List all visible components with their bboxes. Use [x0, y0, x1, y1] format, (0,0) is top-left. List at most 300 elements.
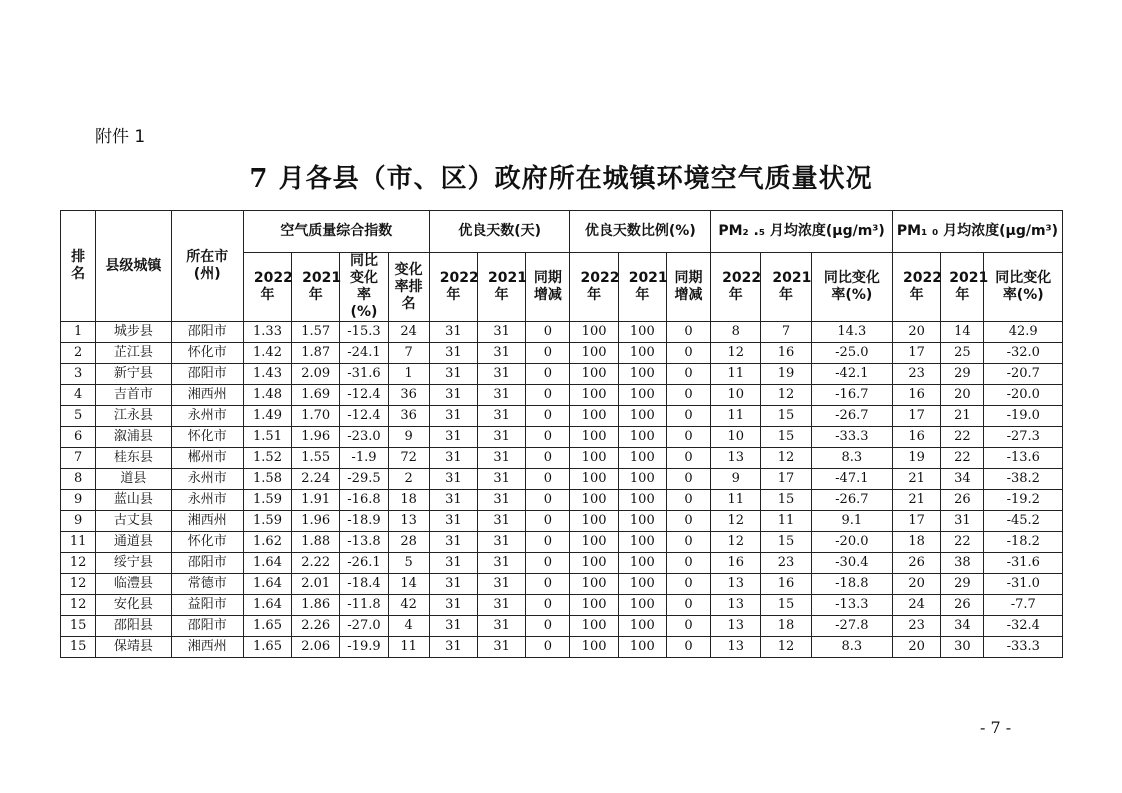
cell-aqi-change: -19.9	[340, 637, 388, 658]
cell-days-same-period: 0	[526, 343, 570, 364]
table-row	[61, 637, 1063, 658]
cell-city: 邵阳市	[171, 553, 243, 574]
cell-aqi-change-rank: 36	[388, 385, 429, 406]
cell-city: 邵阳市	[171, 322, 243, 343]
cell-pm10-change: -33.3	[984, 637, 1063, 658]
cell-aqi-2022: 1.64	[243, 553, 291, 574]
cell-pm25-2021: 15	[761, 490, 811, 511]
cell-days-same-period: 0	[526, 553, 570, 574]
header-county: 县级城镇	[96, 211, 171, 322]
header-pm10-2022: 2022年	[893, 253, 941, 322]
cell-city: 益阳市	[171, 595, 243, 616]
cell-rank: 3	[61, 364, 96, 385]
cell-pm10-2022: 19	[893, 448, 941, 469]
cell-aqi-2022: 1.64	[243, 595, 291, 616]
cell-aqi-change-rank: 36	[388, 406, 429, 427]
cell-city: 湘西州	[171, 511, 243, 532]
header-good-days-group: 优良天数(天)	[429, 211, 570, 253]
cell-pm10-change: -20.0	[984, 385, 1063, 406]
cell-aqi-change-rank: 9	[388, 427, 429, 448]
cell-ratio-same-period: 0	[666, 343, 710, 364]
header-aqi-group: 空气质量综合指数	[243, 211, 429, 253]
cell-pm25-2021: 23	[761, 553, 811, 574]
cell-pm25-2022: 13	[711, 448, 761, 469]
cell-ratio-2022: 100	[570, 490, 618, 511]
cell-pm25-2022: 11	[711, 406, 761, 427]
table-row	[61, 427, 1063, 448]
cell-aqi-2022: 1.64	[243, 574, 291, 595]
cell-pm25-change: -47.1	[811, 469, 892, 490]
cell-county: 新宁县	[96, 364, 171, 385]
cell-pm10-2021: 34	[941, 616, 984, 637]
header-aqi-change-rank: 变化率排名	[388, 253, 429, 322]
table-row	[61, 343, 1063, 364]
cell-aqi-2022: 1.52	[243, 448, 291, 469]
cell-aqi-2021: 2.01	[292, 574, 340, 595]
cell-rank: 1	[61, 322, 96, 343]
cell-pm25-change: -18.8	[811, 574, 892, 595]
cell-aqi-change-rank: 7	[388, 343, 429, 364]
cell-aqi-change: -13.8	[340, 532, 388, 553]
cell-aqi-change: -18.9	[340, 511, 388, 532]
cell-county: 蓝山县	[96, 490, 171, 511]
cell-pm25-2021: 17	[761, 469, 811, 490]
table-row	[61, 553, 1063, 574]
cell-days-same-period: 0	[526, 406, 570, 427]
cell-county: 邵阳县	[96, 616, 171, 637]
cell-aqi-2021: 2.06	[292, 637, 340, 658]
header-aqi-change: 同比变化率(%)	[340, 253, 388, 322]
header-days-2022: 2022年	[429, 253, 477, 322]
cell-aqi-2022: 1.58	[243, 469, 291, 490]
cell-aqi-change: -31.6	[340, 364, 388, 385]
cell-ratio-2021: 100	[618, 469, 666, 490]
cell-aqi-change-rank: 24	[388, 322, 429, 343]
document-title: 7 月各县（市、区）政府所在城镇环境空气质量状况	[249, 164, 873, 194]
cell-pm25-change: 8.3	[811, 637, 892, 658]
attachment-label: 附件 1	[95, 127, 146, 147]
cell-ratio-2021: 100	[618, 553, 666, 574]
cell-aqi-change-rank: 11	[388, 637, 429, 658]
cell-days-2022: 31	[429, 553, 477, 574]
header-pm10-2021: 2021年	[941, 253, 984, 322]
cell-days-2022: 31	[429, 532, 477, 553]
cell-aqi-change: -15.3	[340, 322, 388, 343]
cell-pm10-change: -32.4	[984, 616, 1063, 637]
cell-pm25-change: -27.8	[811, 616, 892, 637]
air-quality-table	[60, 210, 1063, 658]
header-city: 所在市(州)	[171, 211, 243, 322]
cell-pm10-change: -18.2	[984, 532, 1063, 553]
cell-aqi-change: -18.4	[340, 574, 388, 595]
cell-pm10-2021: 29	[941, 364, 984, 385]
cell-ratio-same-period: 0	[666, 553, 710, 574]
header-pm25-group: PM₂ .₅ 月均浓度(μg/m³)	[711, 211, 893, 253]
cell-ratio-2022: 100	[570, 427, 618, 448]
cell-days-2022: 31	[429, 385, 477, 406]
cell-pm25-2022: 8	[711, 322, 761, 343]
table-row	[61, 406, 1063, 427]
cell-pm10-change: -45.2	[984, 511, 1063, 532]
cell-pm25-change: 8.3	[811, 448, 892, 469]
header-days-same-period: 同期增减	[526, 253, 570, 322]
cell-rank: 6	[61, 427, 96, 448]
cell-ratio-2021: 100	[618, 490, 666, 511]
cell-ratio-2022: 100	[570, 511, 618, 532]
cell-county: 城步县	[96, 322, 171, 343]
cell-pm10-2021: 21	[941, 406, 984, 427]
header-aqi-2022: 2022年	[243, 253, 291, 322]
cell-aqi-change-rank: 42	[388, 595, 429, 616]
cell-aqi-change: -1.9	[340, 448, 388, 469]
cell-city: 常德市	[171, 574, 243, 595]
cell-rank: 2	[61, 343, 96, 364]
cell-rank: 12	[61, 574, 96, 595]
cell-pm10-2022: 18	[893, 532, 941, 553]
cell-pm25-2022: 12	[711, 532, 761, 553]
cell-pm10-2021: 31	[941, 511, 984, 532]
cell-pm25-2021: 18	[761, 616, 811, 637]
cell-ratio-2022: 100	[570, 616, 618, 637]
cell-ratio-2022: 100	[570, 406, 618, 427]
cell-ratio-2021: 100	[618, 637, 666, 658]
header-pm25-2021: 2021年	[761, 253, 811, 322]
cell-pm10-2021: 22	[941, 448, 984, 469]
cell-days-2022: 31	[429, 574, 477, 595]
cell-aqi-change-rank: 13	[388, 511, 429, 532]
cell-rank: 15	[61, 616, 96, 637]
cell-ratio-2021: 100	[618, 427, 666, 448]
cell-city: 永州市	[171, 469, 243, 490]
cell-ratio-same-period: 0	[666, 385, 710, 406]
cell-ratio-2021: 100	[618, 532, 666, 553]
cell-rank: 8	[61, 469, 96, 490]
cell-pm25-2022: 13	[711, 574, 761, 595]
cell-pm25-2022: 13	[711, 637, 761, 658]
cell-pm25-2022: 11	[711, 364, 761, 385]
cell-pm25-2022: 16	[711, 553, 761, 574]
cell-days-same-period: 0	[526, 469, 570, 490]
cell-days-same-period: 0	[526, 532, 570, 553]
cell-ratio-2021: 100	[618, 511, 666, 532]
cell-days-2021: 31	[478, 595, 526, 616]
cell-aqi-change: -23.0	[340, 427, 388, 448]
cell-pm10-2021: 29	[941, 574, 984, 595]
cell-pm10-2021: 22	[941, 532, 984, 553]
table-row	[61, 574, 1063, 595]
cell-pm10-2021: 34	[941, 469, 984, 490]
cell-days-2021: 31	[478, 637, 526, 658]
cell-days-same-period: 0	[526, 637, 570, 658]
cell-aqi-2022: 1.43	[243, 364, 291, 385]
cell-pm25-change: -16.7	[811, 385, 892, 406]
cell-county: 绥宁县	[96, 553, 171, 574]
cell-ratio-2021: 100	[618, 616, 666, 637]
cell-aqi-change: -27.0	[340, 616, 388, 637]
cell-pm10-2022: 24	[893, 595, 941, 616]
cell-pm10-2021: 25	[941, 343, 984, 364]
cell-rank: 4	[61, 385, 96, 406]
cell-pm10-change: -32.0	[984, 343, 1063, 364]
header-ratio-same-period: 同期增减	[666, 253, 710, 322]
cell-pm10-change: -13.6	[984, 448, 1063, 469]
cell-county: 古丈县	[96, 511, 171, 532]
cell-days-2021: 31	[478, 385, 526, 406]
cell-ratio-same-period: 0	[666, 637, 710, 658]
cell-pm10-change: -38.2	[984, 469, 1063, 490]
cell-pm25-2021: 16	[761, 343, 811, 364]
cell-aqi-2021: 1.57	[292, 322, 340, 343]
cell-county: 吉首市	[96, 385, 171, 406]
cell-pm25-2021: 15	[761, 427, 811, 448]
cell-pm25-change: -30.4	[811, 553, 892, 574]
cell-aqi-change: -29.5	[340, 469, 388, 490]
cell-pm10-2022: 21	[893, 469, 941, 490]
cell-aqi-change-rank: 72	[388, 448, 429, 469]
cell-days-2021: 31	[478, 553, 526, 574]
cell-pm10-2022: 20	[893, 637, 941, 658]
cell-pm10-change: -31.0	[984, 574, 1063, 595]
cell-pm10-2022: 17	[893, 343, 941, 364]
cell-aqi-change: -26.1	[340, 553, 388, 574]
cell-pm10-2022: 17	[893, 511, 941, 532]
cell-ratio-2022: 100	[570, 364, 618, 385]
cell-ratio-2021: 100	[618, 448, 666, 469]
cell-county: 溆浦县	[96, 427, 171, 448]
cell-pm10-2021: 26	[941, 595, 984, 616]
cell-ratio-same-period: 0	[666, 448, 710, 469]
cell-county: 临澧县	[96, 574, 171, 595]
cell-ratio-2021: 100	[618, 364, 666, 385]
cell-pm10-2022: 23	[893, 616, 941, 637]
cell-aqi-change-rank: 14	[388, 574, 429, 595]
cell-aqi-2021: 1.87	[292, 343, 340, 364]
cell-ratio-2022: 100	[570, 343, 618, 364]
cell-days-same-period: 0	[526, 490, 570, 511]
cell-days-2022: 31	[429, 616, 477, 637]
cell-rank: 12	[61, 553, 96, 574]
cell-county: 江永县	[96, 406, 171, 427]
cell-pm10-2022: 17	[893, 406, 941, 427]
cell-days-2021: 31	[478, 322, 526, 343]
cell-aqi-change-rank: 4	[388, 616, 429, 637]
cell-aqi-2022: 1.42	[243, 343, 291, 364]
cell-pm25-2021: 12	[761, 448, 811, 469]
cell-days-2022: 31	[429, 406, 477, 427]
cell-ratio-2022: 100	[570, 448, 618, 469]
cell-ratio-same-period: 0	[666, 364, 710, 385]
cell-ratio-2022: 100	[570, 385, 618, 406]
cell-pm25-change: 9.1	[811, 511, 892, 532]
cell-pm25-change: -33.3	[811, 427, 892, 448]
cell-ratio-same-period: 0	[666, 595, 710, 616]
cell-pm10-change: -27.3	[984, 427, 1063, 448]
cell-aqi-change: -24.1	[340, 343, 388, 364]
cell-rank: 11	[61, 532, 96, 553]
cell-ratio-2022: 100	[570, 553, 618, 574]
cell-days-same-period: 0	[526, 322, 570, 343]
cell-city: 湘西州	[171, 637, 243, 658]
cell-ratio-2022: 100	[570, 469, 618, 490]
cell-pm25-2021: 15	[761, 532, 811, 553]
cell-days-2021: 31	[478, 490, 526, 511]
cell-days-2021: 31	[478, 427, 526, 448]
table-row	[61, 469, 1063, 490]
cell-days-same-period: 0	[526, 574, 570, 595]
header-good-ratio-group: 优良天数比例(%)	[570, 211, 711, 253]
cell-aqi-2021: 2.24	[292, 469, 340, 490]
header-ratio-2021: 2021年	[618, 253, 666, 322]
cell-pm25-2022: 13	[711, 595, 761, 616]
cell-days-2022: 31	[429, 322, 477, 343]
cell-ratio-2021: 100	[618, 385, 666, 406]
cell-pm25-2022: 12	[711, 511, 761, 532]
cell-aqi-2021: 1.70	[292, 406, 340, 427]
cell-aqi-2021: 1.88	[292, 532, 340, 553]
table-row	[61, 448, 1063, 469]
cell-days-2022: 31	[429, 343, 477, 364]
cell-aqi-2021: 1.96	[292, 511, 340, 532]
cell-pm25-change: -13.3	[811, 595, 892, 616]
header-pm10-change: 同比变化率(%)	[984, 253, 1063, 322]
cell-ratio-same-period: 0	[666, 511, 710, 532]
cell-days-2021: 31	[478, 406, 526, 427]
cell-pm10-change: 42.9	[984, 322, 1063, 343]
header-ratio-2022: 2022年	[570, 253, 618, 322]
cell-pm10-2022: 20	[893, 574, 941, 595]
table-row	[61, 364, 1063, 385]
cell-rank: 9	[61, 511, 96, 532]
cell-days-same-period: 0	[526, 511, 570, 532]
cell-aqi-2022: 1.33	[243, 322, 291, 343]
cell-days-2021: 31	[478, 343, 526, 364]
cell-pm10-2022: 16	[893, 427, 941, 448]
header-aqi-2021: 2021年	[292, 253, 340, 322]
cell-aqi-2021: 2.26	[292, 616, 340, 637]
cell-pm10-2021: 30	[941, 637, 984, 658]
cell-days-same-period: 0	[526, 427, 570, 448]
cell-pm10-change: -31.6	[984, 553, 1063, 574]
cell-aqi-2021: 1.69	[292, 385, 340, 406]
cell-ratio-same-period: 0	[666, 322, 710, 343]
cell-pm25-2022: 9	[711, 469, 761, 490]
cell-ratio-2021: 100	[618, 595, 666, 616]
cell-county: 道县	[96, 469, 171, 490]
cell-days-same-period: 0	[526, 595, 570, 616]
cell-ratio-2021: 100	[618, 322, 666, 343]
table-row	[61, 490, 1063, 511]
cell-ratio-2021: 100	[618, 343, 666, 364]
cell-city: 郴州市	[171, 448, 243, 469]
cell-pm10-2021: 14	[941, 322, 984, 343]
header-row-1	[61, 211, 1063, 253]
cell-pm25-change: -25.0	[811, 343, 892, 364]
header-days-2021: 2021年	[478, 253, 526, 322]
cell-days-2022: 31	[429, 427, 477, 448]
cell-pm10-change: -7.7	[984, 595, 1063, 616]
cell-pm25-change: -26.7	[811, 490, 892, 511]
cell-pm25-2021: 12	[761, 637, 811, 658]
cell-pm25-2022: 10	[711, 427, 761, 448]
cell-days-same-period: 0	[526, 385, 570, 406]
cell-ratio-same-period: 0	[666, 532, 710, 553]
cell-pm25-2021: 15	[761, 595, 811, 616]
cell-aqi-2021: 1.96	[292, 427, 340, 448]
cell-city: 湘西州	[171, 385, 243, 406]
cell-rank: 15	[61, 637, 96, 658]
table-row	[61, 616, 1063, 637]
cell-aqi-2022: 1.59	[243, 511, 291, 532]
cell-rank: 9	[61, 490, 96, 511]
cell-days-same-period: 0	[526, 616, 570, 637]
cell-days-2022: 31	[429, 637, 477, 658]
cell-days-2022: 31	[429, 448, 477, 469]
cell-ratio-2022: 100	[570, 574, 618, 595]
cell-city: 怀化市	[171, 532, 243, 553]
cell-pm25-2021: 12	[761, 385, 811, 406]
cell-pm25-change: -26.7	[811, 406, 892, 427]
cell-ratio-same-period: 0	[666, 427, 710, 448]
cell-ratio-2022: 100	[570, 637, 618, 658]
cell-aqi-change: -12.4	[340, 406, 388, 427]
cell-county: 安化县	[96, 595, 171, 616]
cell-aqi-2022: 1.51	[243, 427, 291, 448]
cell-aqi-2022: 1.48	[243, 385, 291, 406]
cell-days-2021: 31	[478, 532, 526, 553]
cell-days-2022: 31	[429, 469, 477, 490]
cell-aqi-2022: 1.65	[243, 637, 291, 658]
cell-ratio-2021: 100	[618, 406, 666, 427]
cell-aqi-change-rank: 28	[388, 532, 429, 553]
cell-aqi-2022: 1.62	[243, 532, 291, 553]
cell-aqi-2021: 1.55	[292, 448, 340, 469]
cell-pm25-2022: 13	[711, 616, 761, 637]
cell-aqi-2021: 1.91	[292, 490, 340, 511]
cell-county: 桂东县	[96, 448, 171, 469]
table-row	[61, 532, 1063, 553]
cell-pm25-2021: 19	[761, 364, 811, 385]
cell-pm10-2022: 26	[893, 553, 941, 574]
cell-aqi-change-rank: 18	[388, 490, 429, 511]
cell-pm25-2021: 11	[761, 511, 811, 532]
cell-aqi-change: -16.8	[340, 490, 388, 511]
cell-ratio-same-period: 0	[666, 406, 710, 427]
cell-aqi-2022: 1.65	[243, 616, 291, 637]
cell-days-2021: 31	[478, 616, 526, 637]
cell-aqi-change-rank: 5	[388, 553, 429, 574]
cell-aqi-2021: 2.22	[292, 553, 340, 574]
header-pm10-group: PM₁ ₀ 月均浓度(μg/m³)	[893, 211, 1063, 253]
table-body	[61, 322, 1063, 658]
cell-ratio-2022: 100	[570, 532, 618, 553]
cell-aqi-change: -12.4	[340, 385, 388, 406]
cell-aqi-2022: 1.49	[243, 406, 291, 427]
cell-county: 保靖县	[96, 637, 171, 658]
cell-aqi-change-rank: 2	[388, 469, 429, 490]
cell-ratio-same-period: 0	[666, 574, 710, 595]
cell-aqi-change-rank: 1	[388, 364, 429, 385]
page-number: - 7 -	[980, 718, 1012, 737]
cell-days-2021: 31	[478, 511, 526, 532]
cell-city: 邵阳市	[171, 616, 243, 637]
cell-ratio-same-period: 0	[666, 469, 710, 490]
cell-pm25-2021: 16	[761, 574, 811, 595]
cell-county: 芷江县	[96, 343, 171, 364]
cell-rank: 7	[61, 448, 96, 469]
header-pm25-change: 同比变化率(%)	[811, 253, 892, 322]
cell-ratio-2022: 100	[570, 322, 618, 343]
table-row	[61, 385, 1063, 406]
